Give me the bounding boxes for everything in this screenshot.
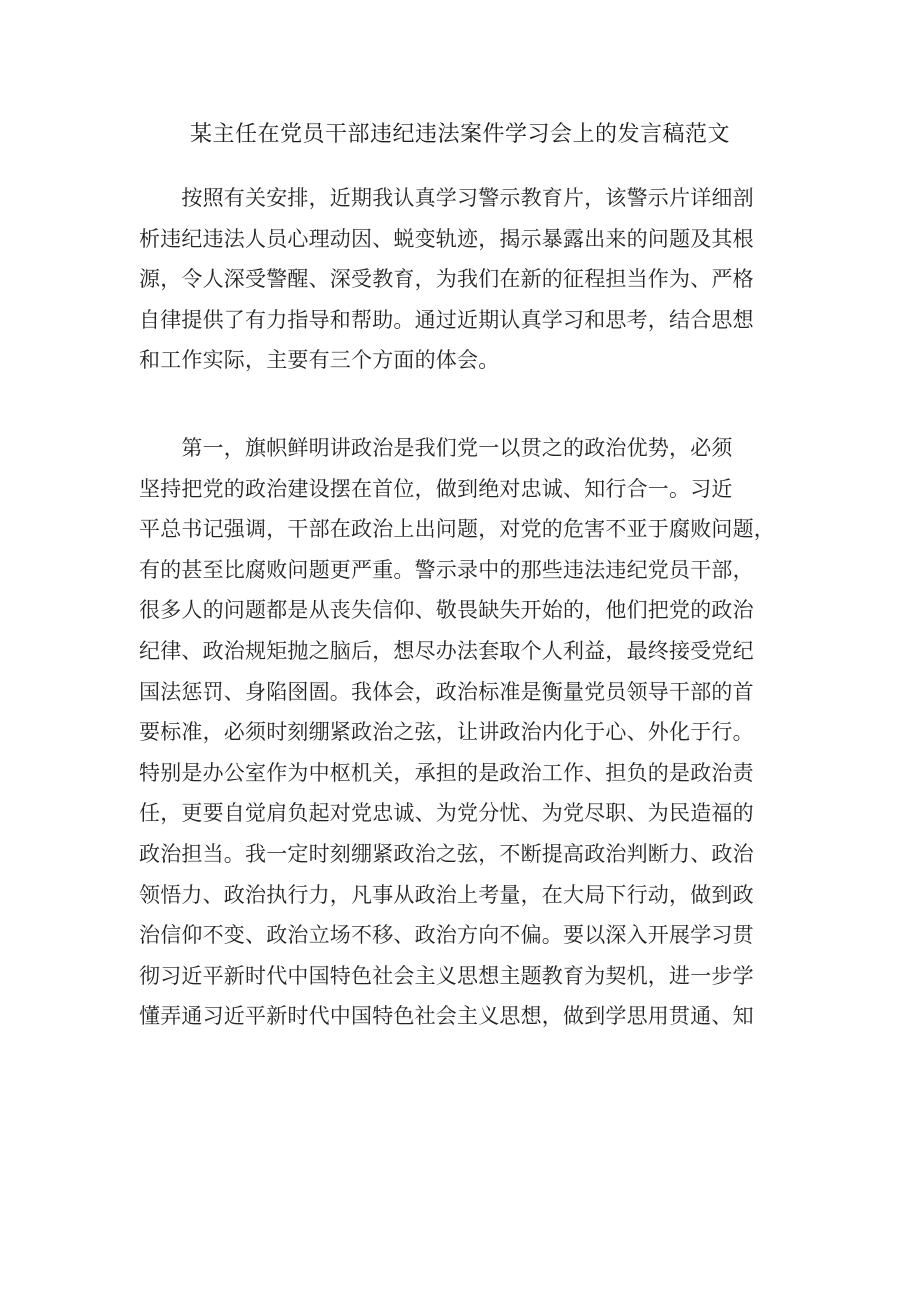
document-title: 某主任在党员干部违纪违法案件学习会上的发言稿范文 (189, 122, 730, 147)
text-line: 坚持把党的政治建设摆在首位，做到绝对忠诚、知行合一。习近 (139, 476, 733, 501)
text-line: 析违纪违法人员心理动因、蜕变轨迹，揭示暴露出来的问题及其根 (139, 226, 754, 251)
text-line: 源，令人深受警醒、深受教育，为我们在新的征程担当作为、严格 (139, 267, 754, 292)
text-line: 政治担当。我一定时刻绷紧政治之弦，不断提高政治判断力、政治 (139, 841, 754, 866)
text-line: 自律提供了有力指导和帮助。通过近期认真学习和思考，结合思想 (139, 307, 754, 332)
text-line: 有的甚至比腐败问题更严重。警示录中的那些违法违纪党员干部， (139, 557, 754, 582)
paragraph-first-point (139, 428, 779, 1037)
text-line: 和工作实际，主要有三个方面的体会。 (139, 348, 500, 373)
text-line: 任，更要自觉肩负起对党忠诚、为党分忧、为党尽职、为民造福的 (139, 801, 754, 826)
text-line: 特别是办公室作为中枢机关，承担的是政治工作、担负的是政治责 (139, 760, 754, 785)
text-line: 国法惩罚、身陷囹圄。我体会，政治标准是衡量党员领导干部的首 (139, 679, 754, 704)
text-line: 治信仰不变、政治立场不移、政治方向不偏。要以深入开展学习贯 (139, 923, 754, 948)
text-line: 很多人的问题都是从丧失信仰、敬畏缺失开始的，他们把党的政治 (139, 598, 754, 623)
text-line: 领悟力、政治执行力，凡事从政治上考量，在大局下行动，做到政 (139, 882, 754, 907)
text-line: 按照有关安排，近期我认真学习警示教育片，该警示片详细剖 (139, 186, 754, 210)
text-line: 懂弄通习近平新时代中国特色社会主义思想，做到学思用贯通、知 (139, 1004, 754, 1029)
text-line: 要标准，必须时刻绷紧政治之弦，让讲政治内化于心、外化于行。 (139, 720, 754, 745)
text-line: 纪律、政治规矩抛之脑后，想尽办法套取个人利益，最终接受党纪 (139, 638, 754, 663)
paragraph-intro (139, 178, 779, 381)
text-line: 第一，旗帜鲜明讲政治是我们党一以贯之的政治优势，必须 (139, 436, 733, 460)
text-line: 平总书记强调，干部在政治上出问题，对党的危害不亚于腐败问题， (139, 517, 775, 542)
text-line: 彻习近平新时代中国特色社会主义思想主题教育为契机，进一步学 (139, 963, 754, 988)
